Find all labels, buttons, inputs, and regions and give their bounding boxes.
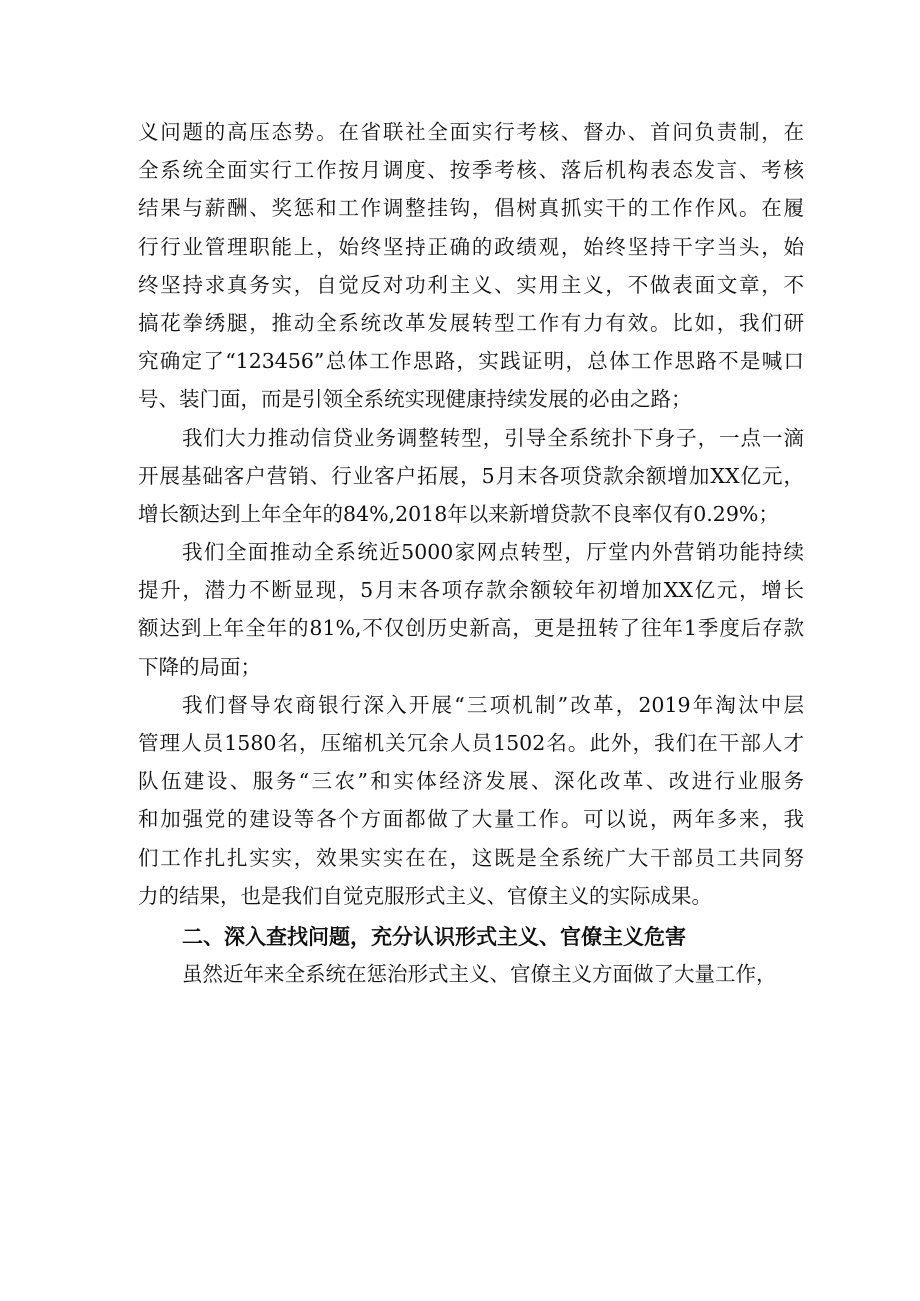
text-line: 究确定了“123456”总体工作思路，实践证明，总体工作思路不是喊口 (138, 349, 804, 374)
text-line: 队伍建设、服务“三农”和实体经济发展、深化改革、改进行业服务 (138, 769, 804, 794)
paragraph-2 (138, 419, 804, 534)
text-line: 力的结果，也是我们自觉克服形式主义、官僚主义的实际成果。 (138, 883, 712, 908)
text-line: 义问题的高压态势。在省联社全面实行考核、督办、首问负责制，在 (138, 120, 804, 144)
text-line: 搞花拳绣腿，推动全系统改革发展转型工作有力有效。比如，我们研 (138, 310, 804, 335)
text-line: 开展基础客户营销、行业客户拓展，5月末各项贷款余额增加XX亿元， (138, 463, 804, 488)
text-line: 号、装门面，而是引领全系统实现健康持续发展的必由之路； (138, 387, 692, 412)
text-line: 额达到上年全年的81%,不仅创历史新高，更是扭转了往年1季度后存款 (138, 616, 804, 641)
text-line: 虽然近年来全系统在惩治形式主义、官僚主义方面做了大量工作， (182, 961, 777, 986)
text-line: 提升，潜力不断显现，5月末各项存款余额较年初增加XX亿元，增长 (138, 578, 804, 603)
text-line: 行行业管理职能上，始终坚持正确的政绩观，始终坚持干字当头，始 (138, 234, 804, 259)
paragraph-1 (138, 113, 804, 419)
text-line: 我们全面推动全系统近5000家网点转型，厅堂内外营销功能持续 (182, 540, 804, 565)
section-heading: 二、深入查找问题，充分认识形式主义、官僚主义危害 (182, 924, 686, 949)
text-line: 和加强党的建设等各个方面都做了大量工作。可以说，两年多来，我 (138, 807, 804, 832)
text-line: 终坚持求真务实，自觉反对功利主义、实用主义，不做表面文章，不 (138, 272, 804, 297)
document-body (138, 113, 804, 993)
paragraph-5 (138, 955, 804, 993)
text-line: 们工作扎扎实实，效果实实在在，这既是全系统广大干部员工共同努 (138, 845, 804, 870)
text-line: 下降的局面； (138, 654, 261, 679)
paragraph-3 (138, 533, 804, 686)
text-line: 增长额达到上年全年的84%,2018年以来新增贷款不良率仅有0.29%； (138, 501, 779, 526)
paragraph-4 (138, 686, 804, 915)
text-line: 管理人员1580名，压缩机关冗余人员1502名。此外，我们在干部人才 (138, 731, 804, 755)
text-line: 我们督导农商银行深入开展“三项机制”改革，2019年淘汰中层 (182, 692, 804, 717)
text-line: 结果与薪酬、奖惩和工作调整挂钩，倡树真抓实干的工作作风。在履 (138, 196, 804, 221)
text-line: 全系统全面实行工作按月调度、按季考核、落后机构表态发言、考核 (138, 158, 804, 183)
text-line: 我们大力推动信贷业务调整转型，引导全系统扑下身子，一点一滴 (182, 425, 804, 450)
